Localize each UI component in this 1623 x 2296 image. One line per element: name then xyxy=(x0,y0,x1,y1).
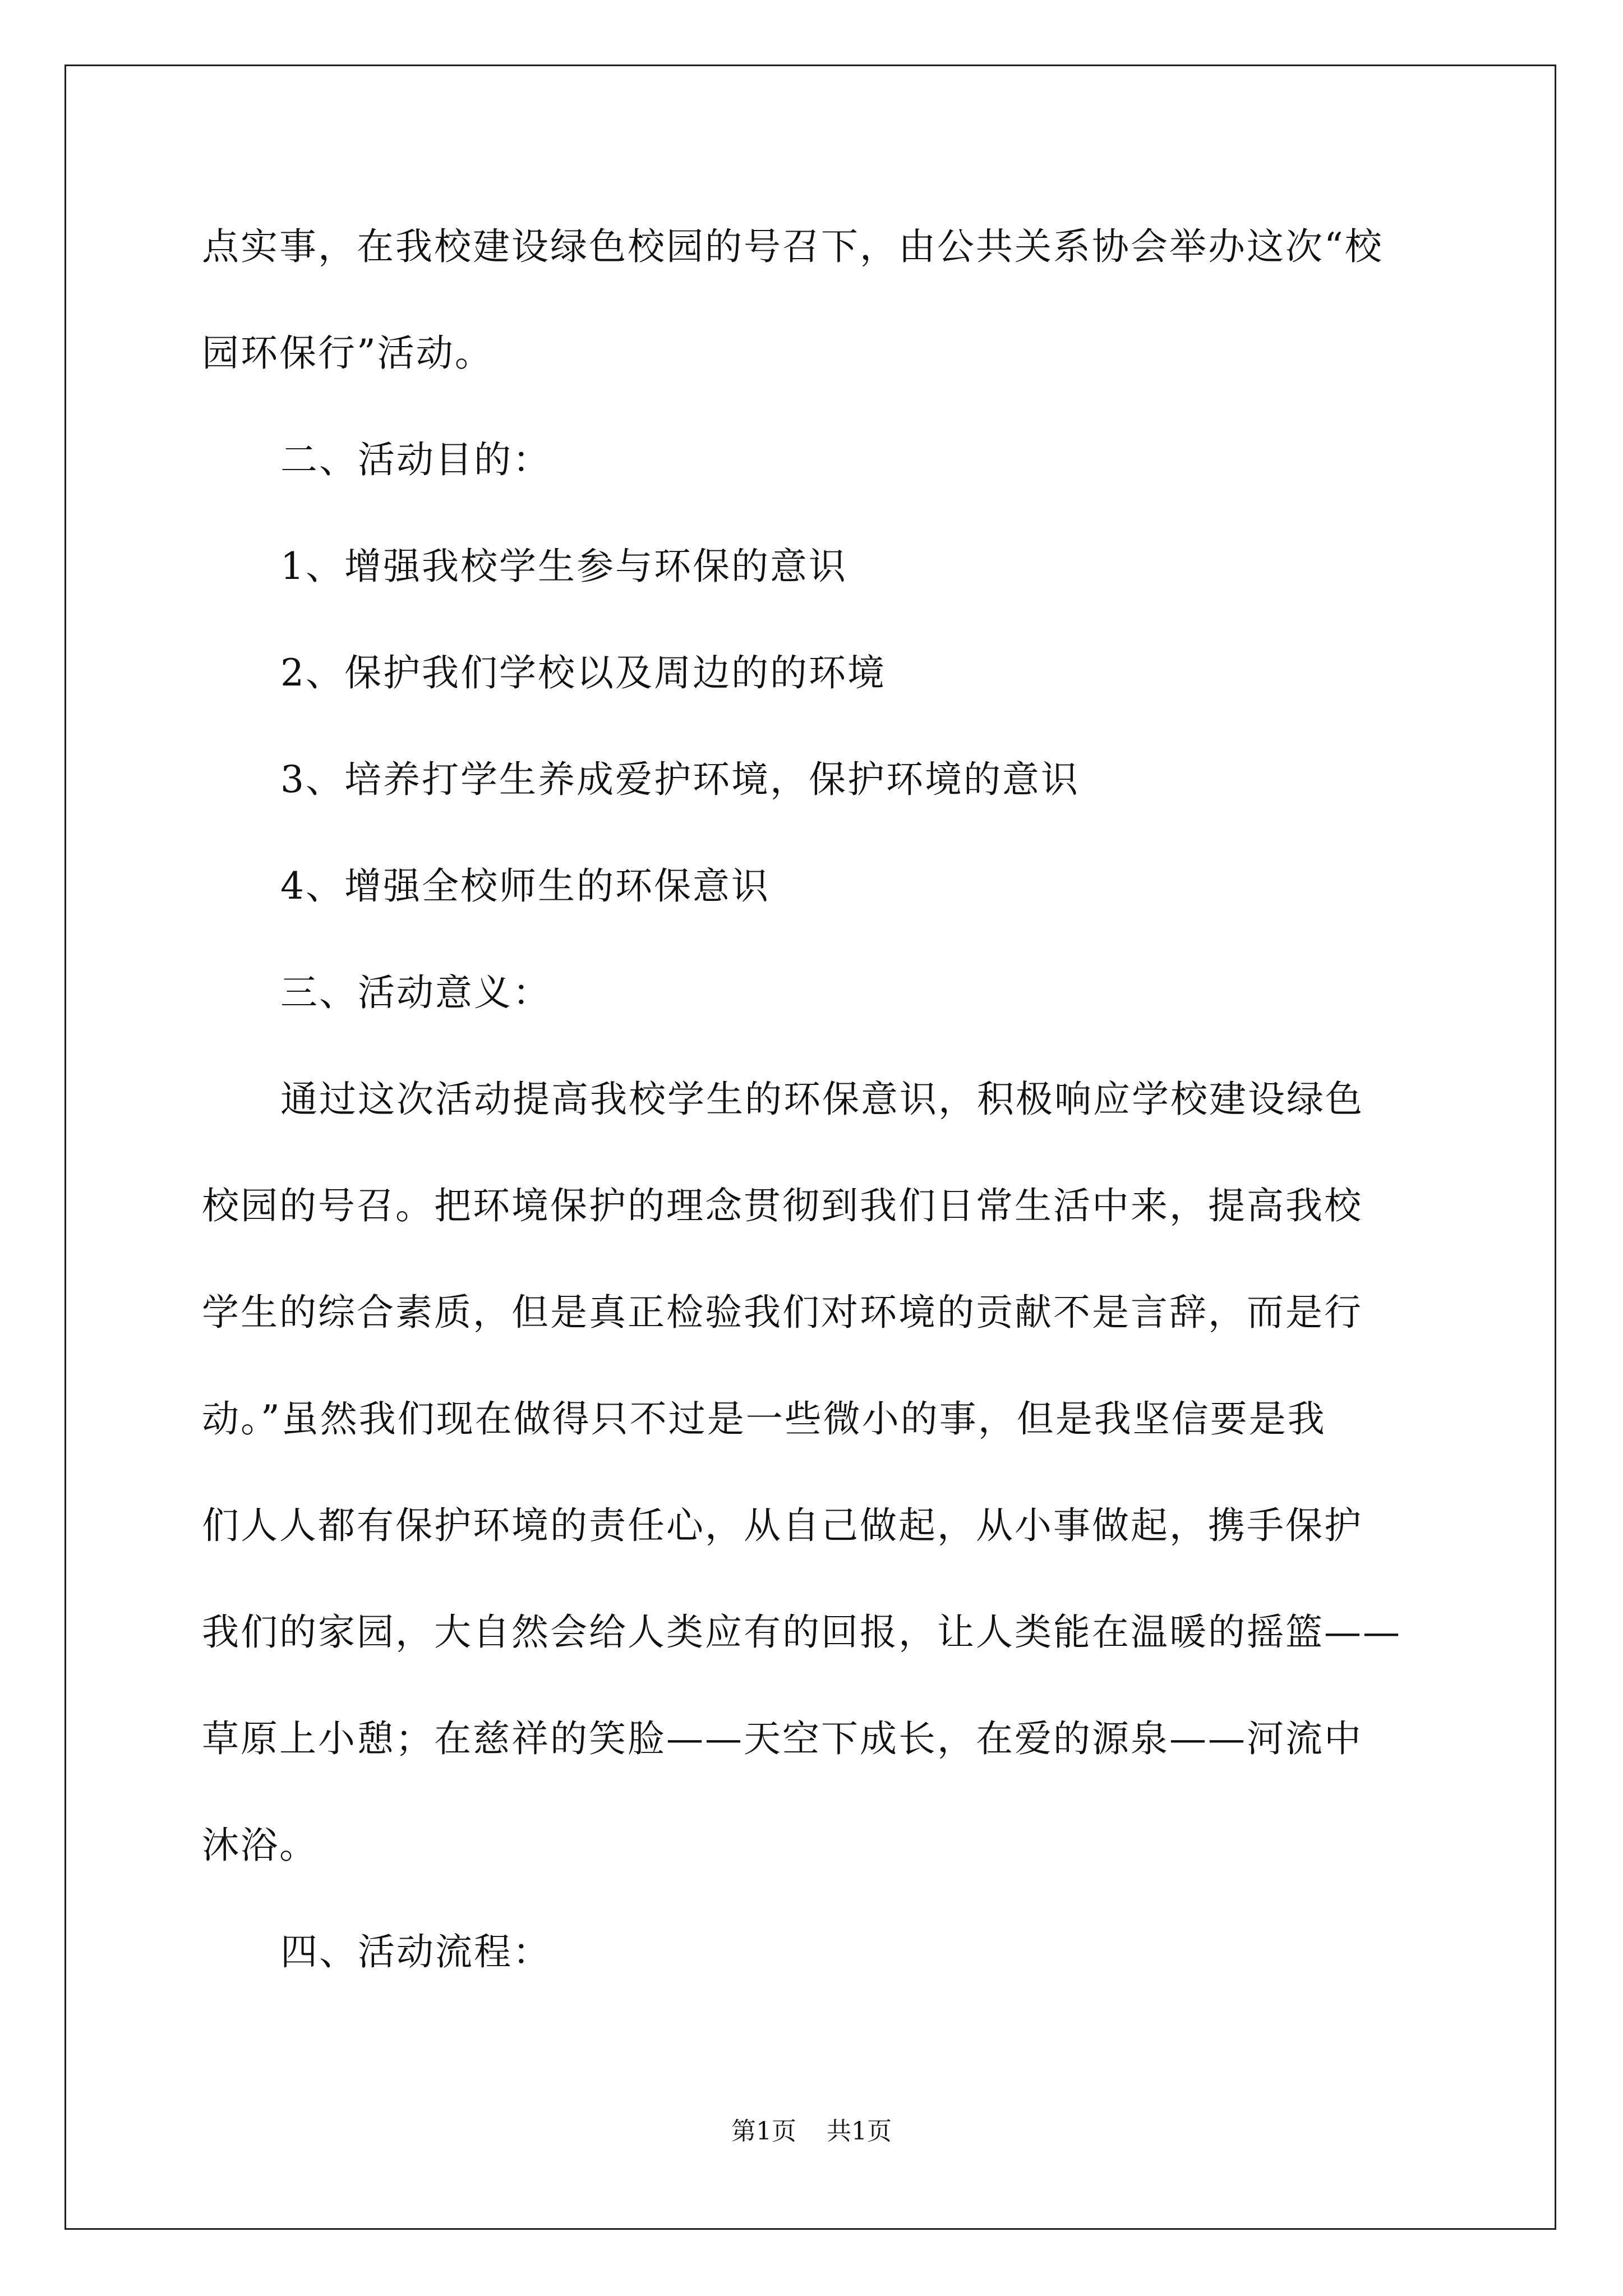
section-heading: 四、活动流程： xyxy=(280,1930,551,1973)
text-line: 校园的号召。把环境保护的理念贯彻到我们日常生活中来，提高我校 xyxy=(202,1184,1363,1227)
text-line: 草原上小憩；在慈祥的笑脸——天空下成长，在爱的源泉——河流中 xyxy=(202,1717,1363,1760)
page-footer xyxy=(0,2115,1623,2148)
text-line: 园环保行”活动。 xyxy=(202,332,494,375)
text-line: 动。”虽然我们现在做得只不过是一些微小的事，但是我坚信要是我 xyxy=(202,1397,1326,1441)
list-item: 4、增强全校师生的环保意识 xyxy=(280,864,770,908)
list-item: 2、保护我们学校以及周边的的环境 xyxy=(280,651,886,694)
list-item: 1、增强我校学生参与环保的意识 xyxy=(280,545,847,588)
page-number-total: 共1页 xyxy=(827,2117,892,2146)
text-line: 我们的家园，大自然会给人类应有的回报，让人类能在温暖的摇篮—— xyxy=(202,1611,1401,1654)
section-heading: 二、活动目的： xyxy=(280,438,551,481)
page-border xyxy=(64,65,1556,2230)
text-line: 沐浴。 xyxy=(202,1824,318,1867)
text-line: 们人人都有保护环境的责任心，从自己做起，从小事做起，携手保护 xyxy=(202,1504,1363,1547)
page-number-current: 第1页 xyxy=(731,2117,796,2146)
section-heading: 三、活动意义： xyxy=(280,971,551,1014)
list-item: 3、培养打学生养成爱护环境，保护环境的意识 xyxy=(280,758,1080,801)
text-line: 点实事，在我校建设绿色校园的号召下，由公共关系协会举办这次“校 xyxy=(202,225,1384,268)
text-line: 学生的综合素质，但是真正检验我们对环境的贡献不是言辞，而是行 xyxy=(202,1291,1363,1334)
text-line: 通过这次活动提高我校学生的环保意识，积极响应学校建设绿色 xyxy=(280,1078,1364,1121)
